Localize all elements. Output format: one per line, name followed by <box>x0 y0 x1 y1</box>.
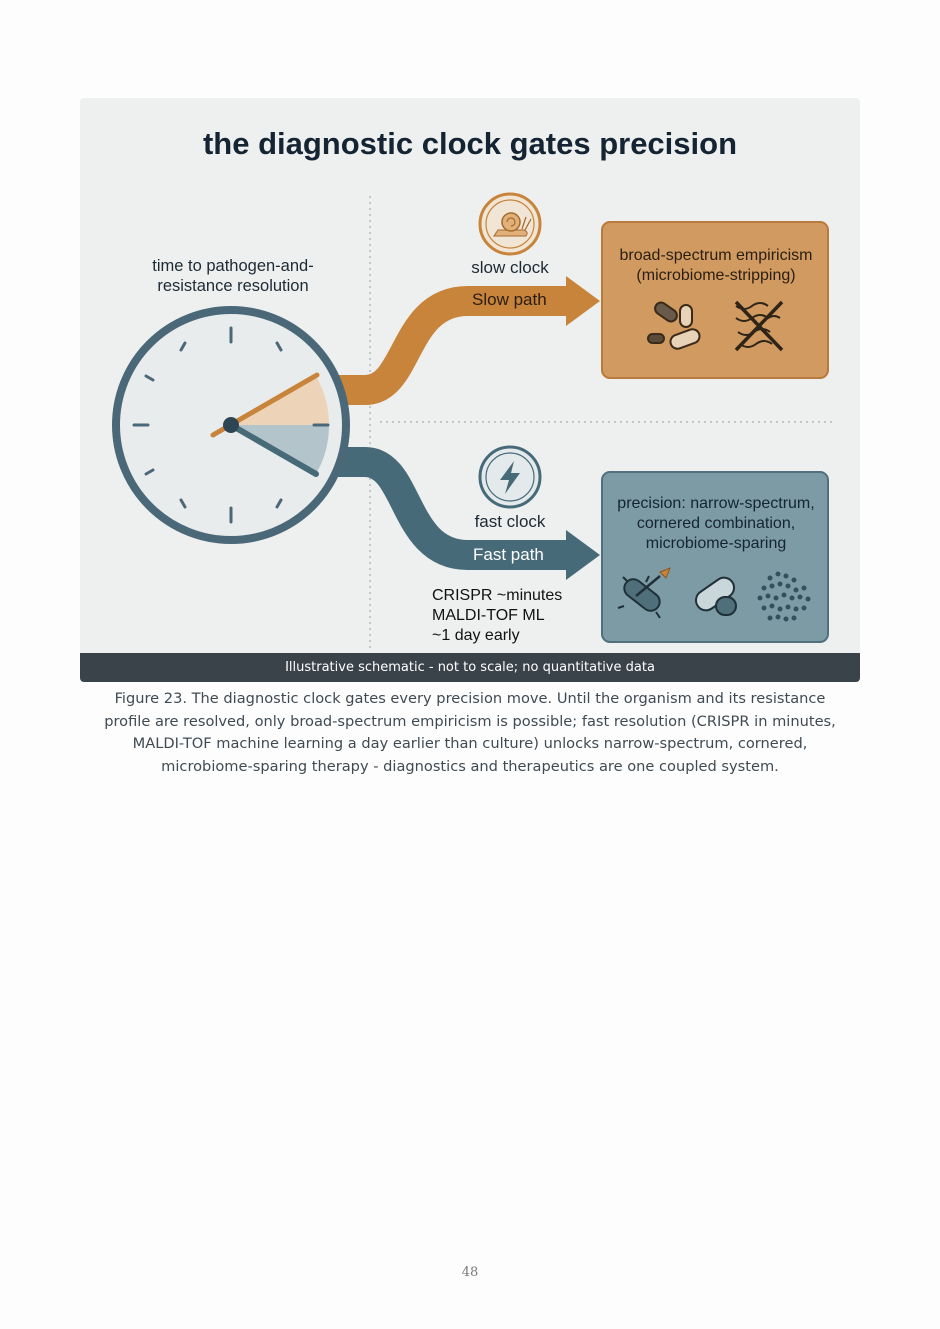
broad-spectrum-line: broad-spectrum empiricism <box>619 247 813 264</box>
clock-label-line: resistance resolution <box>157 277 309 295</box>
slow-path-label: Slow path <box>472 290 547 309</box>
clock-icon <box>116 310 346 540</box>
clock-label-line: time to pathogen-and- <box>152 257 314 275</box>
fast-path-label: Fast path <box>473 545 544 564</box>
diagnostics-line: CRISPR ~minutes <box>432 587 563 604</box>
figure-title: the diagnostic clock gates precision <box>202 126 738 161</box>
broad-spectrum-text <box>602 246 830 286</box>
precision-line: cornered combination, <box>636 515 796 532</box>
slow-clock-label: slow clock <box>471 258 549 277</box>
snail-icon <box>480 194 540 254</box>
precision-line: precision: narrow-spectrum, <box>617 495 815 512</box>
page-number: 48 <box>461 1265 479 1280</box>
precision-line: microbiome-sparing <box>645 535 787 552</box>
figure-caption: Figure 23. The diagnostic clock gates every precision move. Until the organism and its resistance profile are resolved, only broad-spectrum empiricism is possible; fast resolution (CRISPR in minutes, MALDI-TOF machine learning a day earlier than culture) unlocks narrow-spectrum, cornered, microbiome-sparing therapy - diagnostics and therapeutics are one coupled system. <box>104 690 836 775</box>
diagnostics-list <box>432 586 562 646</box>
clock-label <box>128 256 338 296</box>
precision-text <box>602 494 830 554</box>
figure-footer: Illustrative schematic - not to scale; no quantitative data <box>80 653 860 682</box>
broad-spectrum-line: (microbiome-stripping) <box>636 267 796 284</box>
slow-path-arrow <box>335 276 600 390</box>
figure-panel <box>80 98 860 682</box>
diagnostics-line: MALDI-TOF ML <box>432 607 545 624</box>
lightning-icon <box>480 447 540 507</box>
diagnostics-line: ~1 day early <box>432 627 520 644</box>
fast-clock-label: fast clock <box>474 512 546 531</box>
